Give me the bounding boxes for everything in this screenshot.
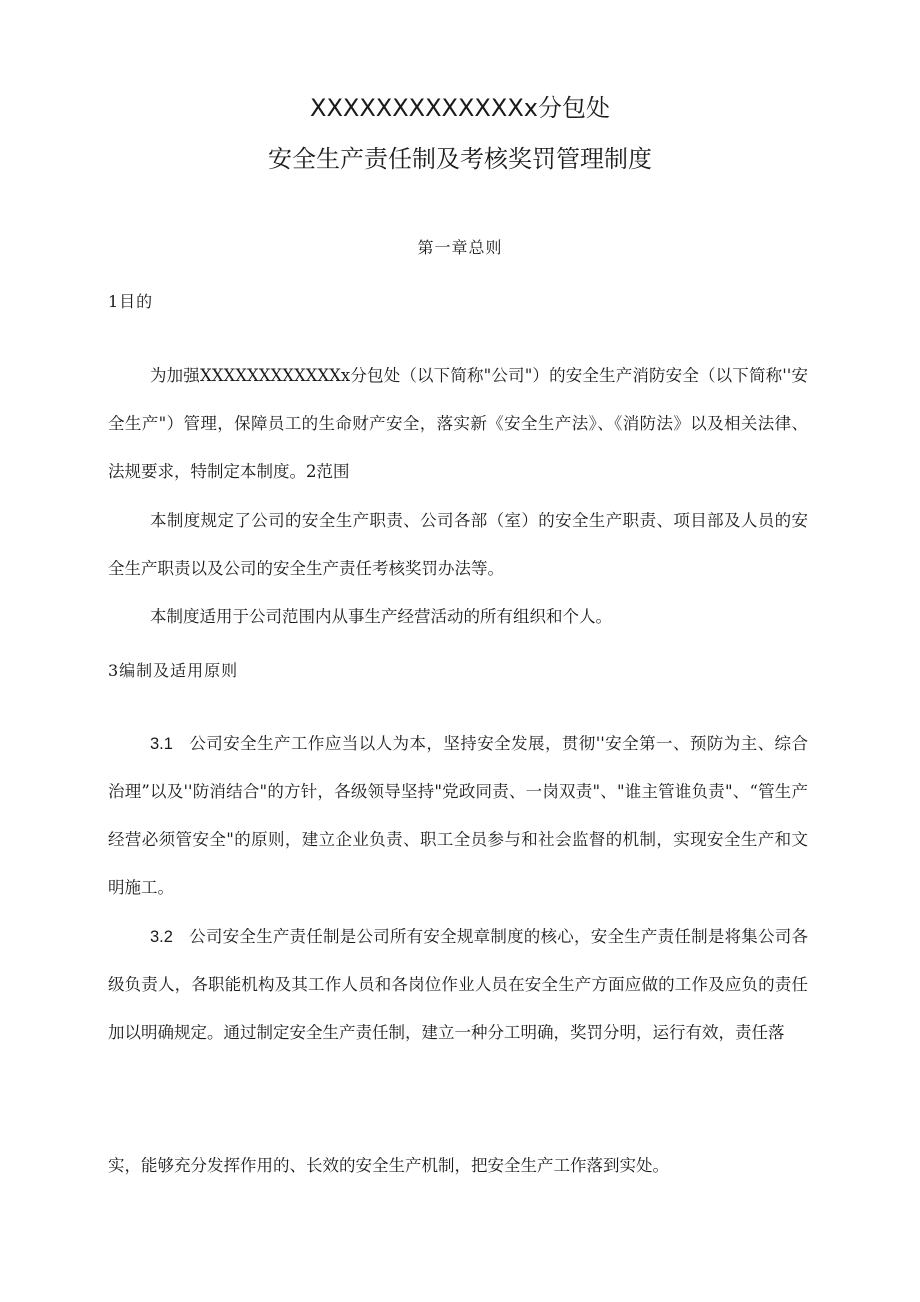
item-number-3-2: 3.2 <box>150 928 173 946</box>
paragraph-purpose: 为加强XXXXXXXXXXXXx分包处（以下简称"公司"）的安全生产消防安全（以下简称''安全生产"）管理，保障员工的生命财产安全，落实新《安全生产法》、《消防法》以及相关法律、法规要求，特制定本制度。2范围 <box>108 366 808 481</box>
item-text-3-1: 公司安全生产工作应当以人为本，坚持安全发展，贯彻''安全第一、预防为主、综合治理”以及''防消结合"的方针，各级领导坚持"党政同责、一岗双责"、"谁主管谁负责"、“管生产经营必须管安全"的原则，建立企业负责、职工全员参与和社会监督的机制，实现安全生产和文明施工。 <box>108 734 808 897</box>
paragraph-item-3-1 <box>108 720 808 912</box>
document-title-line2: 安全生产责任制及考核奖罚管理制度 <box>268 145 652 173</box>
paragraph-item-3-2 <box>108 913 808 1057</box>
item-number-3-1: 3.1 <box>150 735 173 753</box>
document-title-line1: XXXXXXXXXXXXXx分包处 <box>310 94 610 122</box>
paragraph-scope-1: 本制度规定了公司的安全生产职责、公司各部（室）的安全生产职责、项目部及人员的安全生产职责以及公司的安全生产责任考核奖罚办法等。 <box>108 511 808 578</box>
paragraph-scope-2: 本制度适用于公司范围内从事生产经营活动的所有组织和个人。 <box>150 607 612 626</box>
section-heading-purpose: 1目的 <box>108 292 154 311</box>
section-heading-principles: 3编制及适用原则 <box>108 661 239 680</box>
paragraph-item-3-2-continued: 实，能够充分发挥作用的、长效的安全生产机制，把安全生产工作落到实处。 <box>108 1156 669 1175</box>
item-text-3-2: 公司安全生产责任制是公司所有安全规章制度的核心，安全生产责任制是将集公司各级负责人，各职能机构及其工作人员和各岗位作业人员在安全生产方面应做的工作及应负的责任加以明确规定。通过制定安全生产责任制，建立一种分工明确，奖罚分明，运行有效，责任落 <box>108 927 808 1042</box>
chapter-heading: 第一章总则 <box>417 238 503 257</box>
